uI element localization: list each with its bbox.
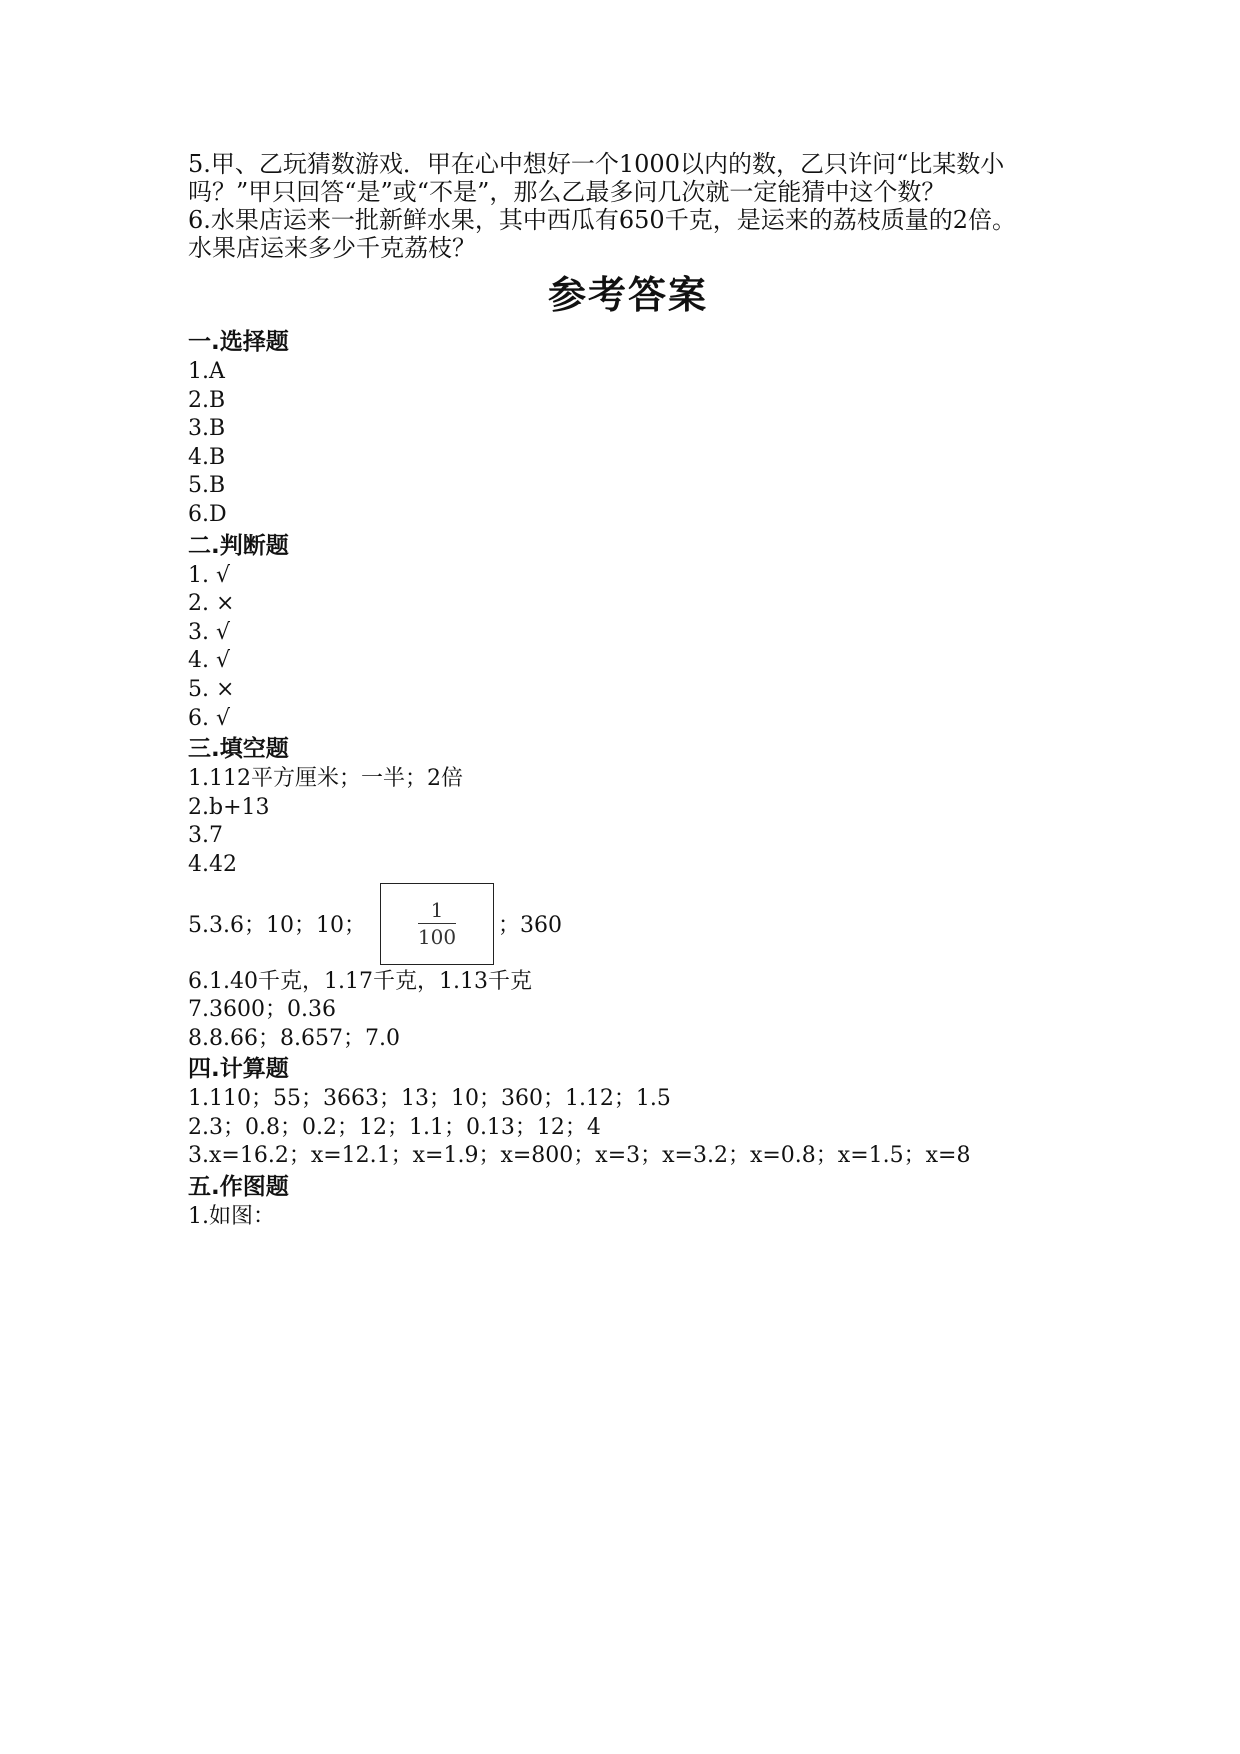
answer-item: 2. × [188, 591, 235, 617]
answer-item: 8.8.66；8.657；7.0 [188, 1025, 400, 1051]
answer-item: 5. × [188, 676, 235, 702]
answer-item: 1.如图： [188, 1204, 275, 1230]
document-page [188, 150, 1068, 1232]
answer-item: 4.B [188, 444, 226, 470]
answer-item: 1. √ [188, 562, 231, 588]
answer-item: 3.B [188, 416, 226, 442]
answer-item: 4. √ [188, 648, 231, 674]
section-judge [188, 530, 1068, 734]
answer-item: 5.B [188, 473, 226, 499]
answer-item-fraction [188, 880, 1068, 968]
fraction-bar [418, 923, 456, 925]
answer-title: 参考答案 [547, 273, 708, 317]
section-draw [188, 1171, 1068, 1232]
question-line: 水果店运来多少千克荔枝？ [188, 234, 476, 262]
section-choice [188, 326, 1068, 530]
question-line: 吗？”甲只回答“是”或“不是”，那么乙最多问几次就一定能猜中这个数？ [188, 178, 946, 206]
answer-item: 6.D [188, 501, 227, 527]
answer-item: 3. √ [188, 619, 231, 645]
answer-item: 2.B [188, 387, 226, 413]
answer-item: 1.110；55；3663；13；10；360；1.12；1.5 [188, 1086, 671, 1112]
answer-prefix: 5.3.6；10；10； [188, 913, 366, 938]
answer-suffix: ；360 [497, 913, 562, 938]
section-heading: 五.作图题 [188, 1174, 289, 1201]
question-line: 5.甲、乙玩猜数游戏．甲在心中想好一个1000以内的数，乙只许问“比某数小 [188, 150, 1005, 178]
fraction [418, 899, 456, 949]
answer-item: 4.42 [188, 851, 237, 877]
fraction-numerator: 1 [430, 897, 444, 922]
answer-item: 6.1.40千克，1.17千克，1.13千克 [188, 968, 532, 994]
answer-item: 7.3600；0.36 [188, 997, 336, 1023]
section-heading: 一.选择题 [188, 329, 289, 355]
answer-item: 2.b+13 [188, 794, 270, 820]
answer-item: 3.7 [188, 823, 223, 849]
answer-item: 3.x=16.2；x=12.1；x=1.9；x=800；x=3；x=3.2；x=0.8；x=1.5；x=8 [188, 1143, 971, 1169]
section-heading: 二.判断题 [188, 532, 289, 559]
fraction-denominator: 100 [417, 925, 457, 950]
question-5 [188, 150, 1068, 206]
question-line: 6.水果店运来一批新鲜水果，其中西瓜有650千克，是运来的荔枝质量的2倍。 [188, 206, 1016, 234]
answer-item: 2.3；0.8；0.2；12；1.1；0.13；12；4 [188, 1114, 601, 1140]
section-calc [188, 1053, 1068, 1171]
section-heading: 四.计算题 [188, 1056, 289, 1083]
section-fill [188, 733, 1068, 1053]
answer-item: 6. √ [188, 705, 231, 731]
answer-item: 1.112平方厘米；一半；2倍 [188, 766, 463, 792]
section-heading: 三.填空题 [188, 736, 289, 763]
answer-item: 1.A [188, 359, 225, 384]
fraction-image [380, 883, 494, 965]
question-6 [188, 206, 1068, 262]
